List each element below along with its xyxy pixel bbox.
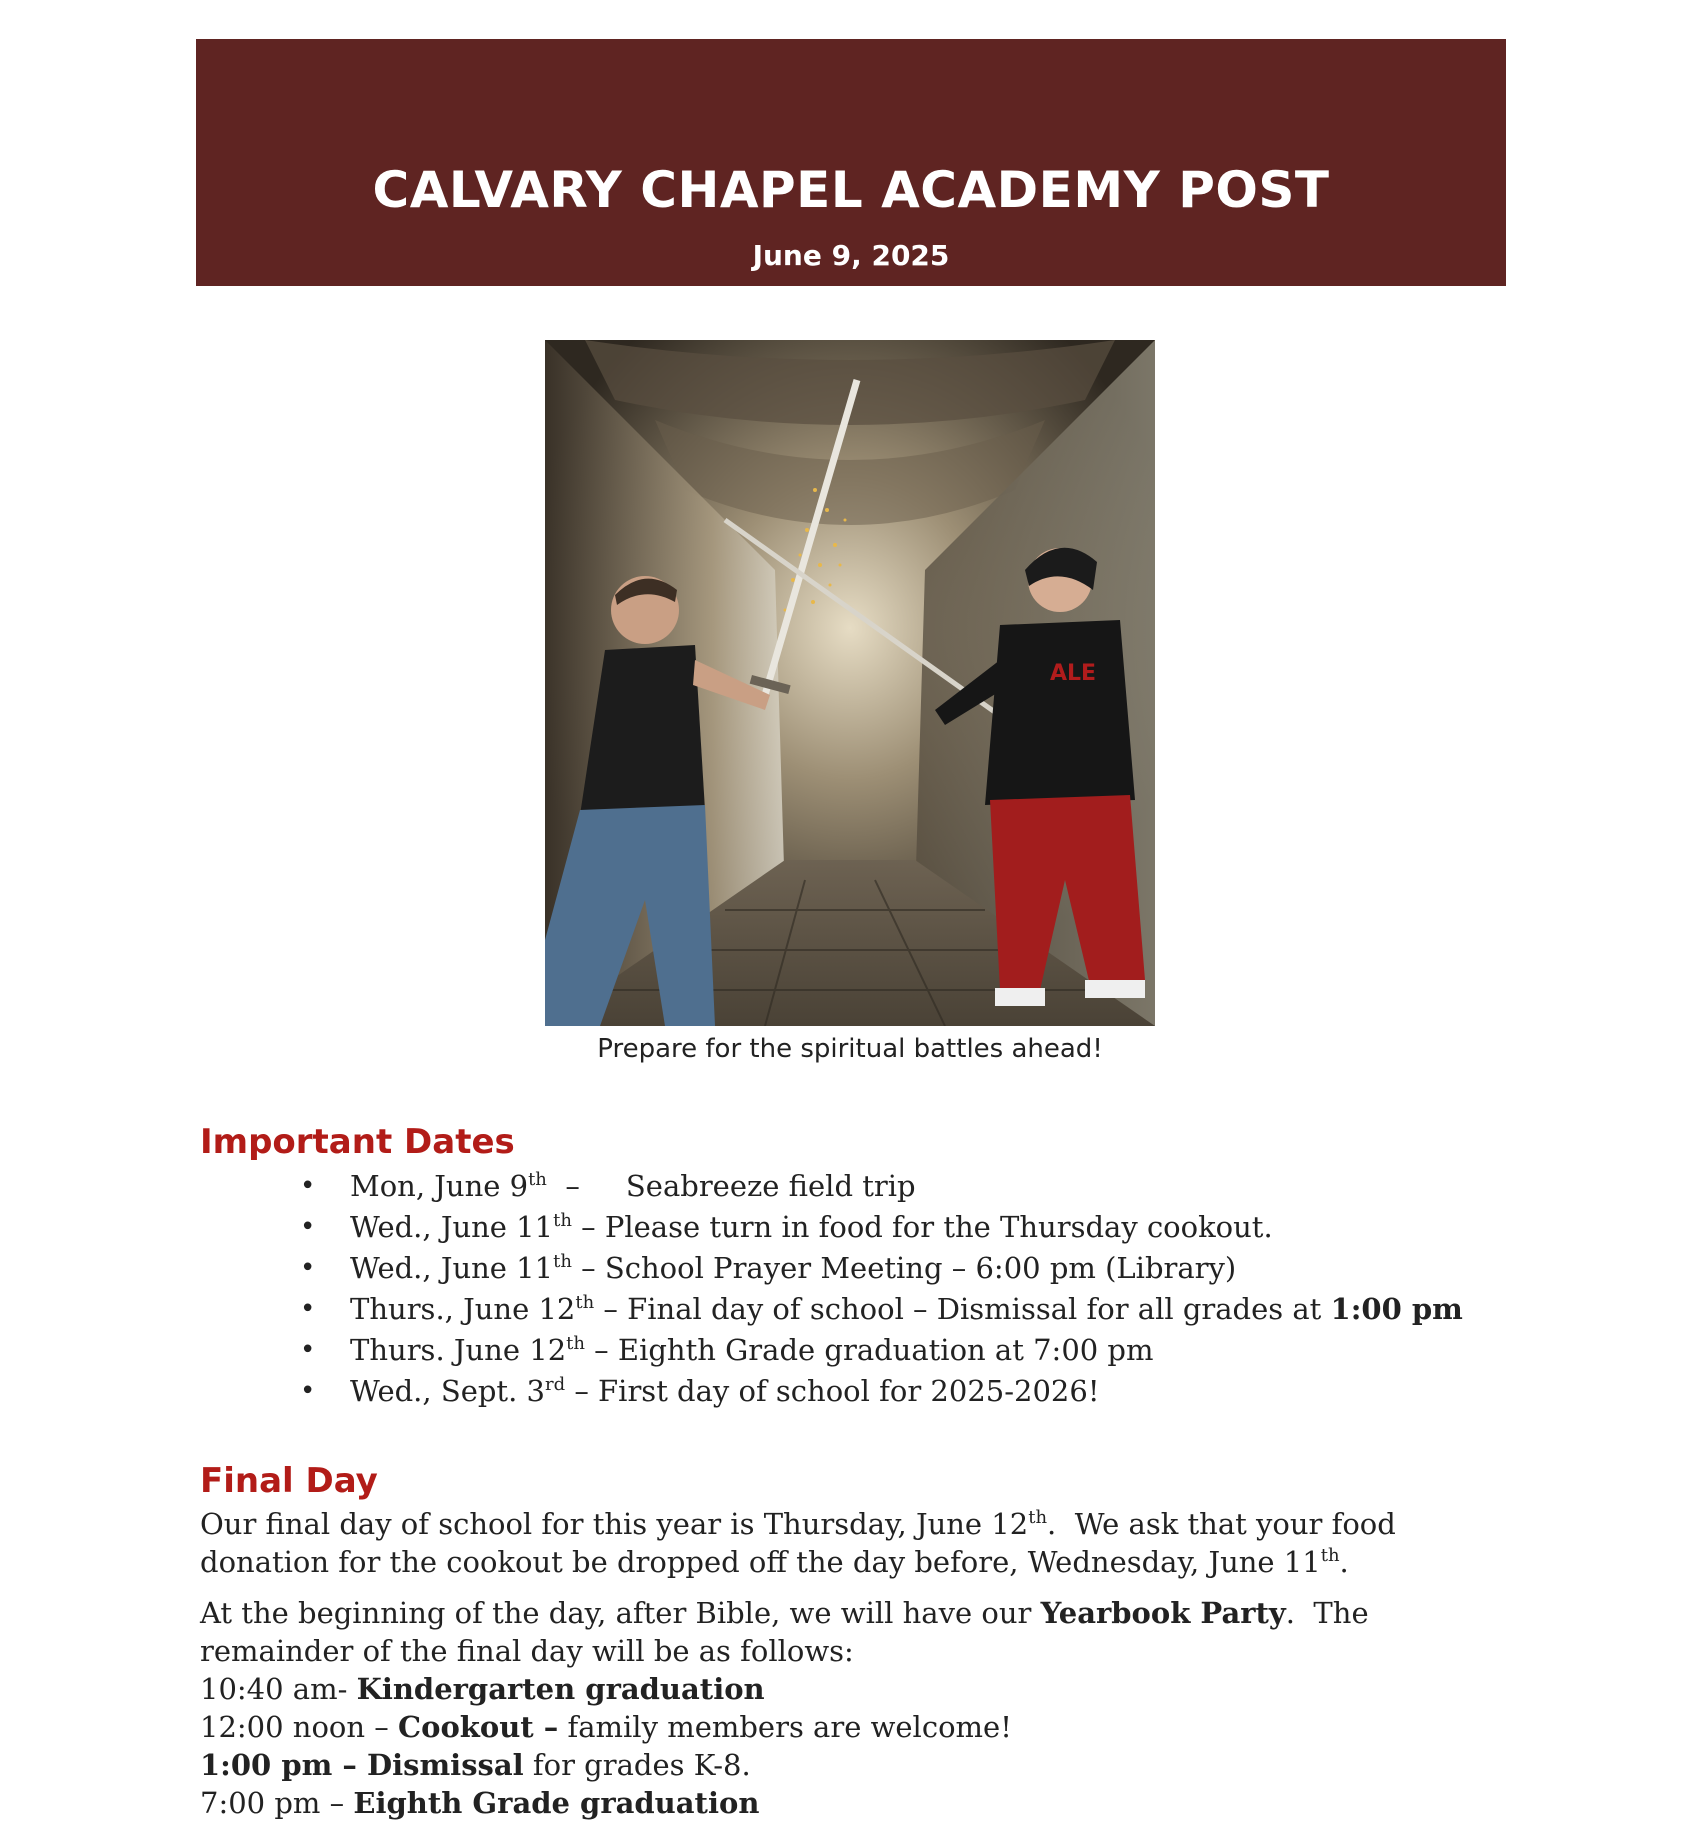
schedule-row: 12:00 noon – Cookout – family members are welcome!	[200, 1710, 1012, 1744]
feature-photo	[545, 340, 1155, 1026]
important-dates-list	[300, 1166, 1540, 1412]
date-item: • Thurs., June 12th – Final day of school – Dismissal for all grades at 1:00 pm	[300, 1289, 1540, 1330]
date-item: • Mon, June 9th – Seabreeze field trip	[300, 1166, 1540, 1207]
important-dates-heading: Important Dates	[200, 1122, 515, 1162]
date-item: • Wed., June 11th – Please turn in food for the Thursday cookout.	[300, 1207, 1540, 1248]
schedule-row: 1:00 pm – Dismissal for grades K-8.	[200, 1748, 751, 1782]
final-day-heading: Final Day	[200, 1461, 378, 1501]
final-day-paragraph-1: Our final day of school for this year is Thursday, June 12th. We ask that your food donation for the cookout be dropped off the day before, Wednesday, June 11th.	[200, 1507, 1406, 1579]
newsletter-title: CALVARY CHAPEL ACADEMY POST	[372, 161, 1330, 219]
photo-caption: Prepare for the spiritual battles ahead!	[597, 1034, 1103, 1064]
final-day-schedule	[200, 1670, 1500, 1822]
newsletter-date: June 9, 2025	[752, 239, 950, 272]
schedule-row: 10:40 am- Kindergarten graduation	[200, 1672, 765, 1706]
masthead-banner	[196, 39, 1506, 286]
date-item: • Wed., Sept. 3rd – First day of school for 2025-2026!	[300, 1371, 1540, 1412]
date-item: • Wed., June 11th – School Prayer Meeting – 6:00 pm (Library)	[300, 1248, 1540, 1289]
final-day-paragraph-2: At the beginning of the day, after Bible, we will have our Yearbook Party. The remainder of the final day will be as follows:	[200, 1596, 1378, 1668]
shirt-logo-text: ALE	[1050, 661, 1097, 686]
date-item: • Thurs. June 12th – Eighth Grade graduation at 7:00 pm	[300, 1330, 1540, 1371]
schedule-row: 7:00 pm – Eighth Grade graduation	[200, 1786, 760, 1820]
